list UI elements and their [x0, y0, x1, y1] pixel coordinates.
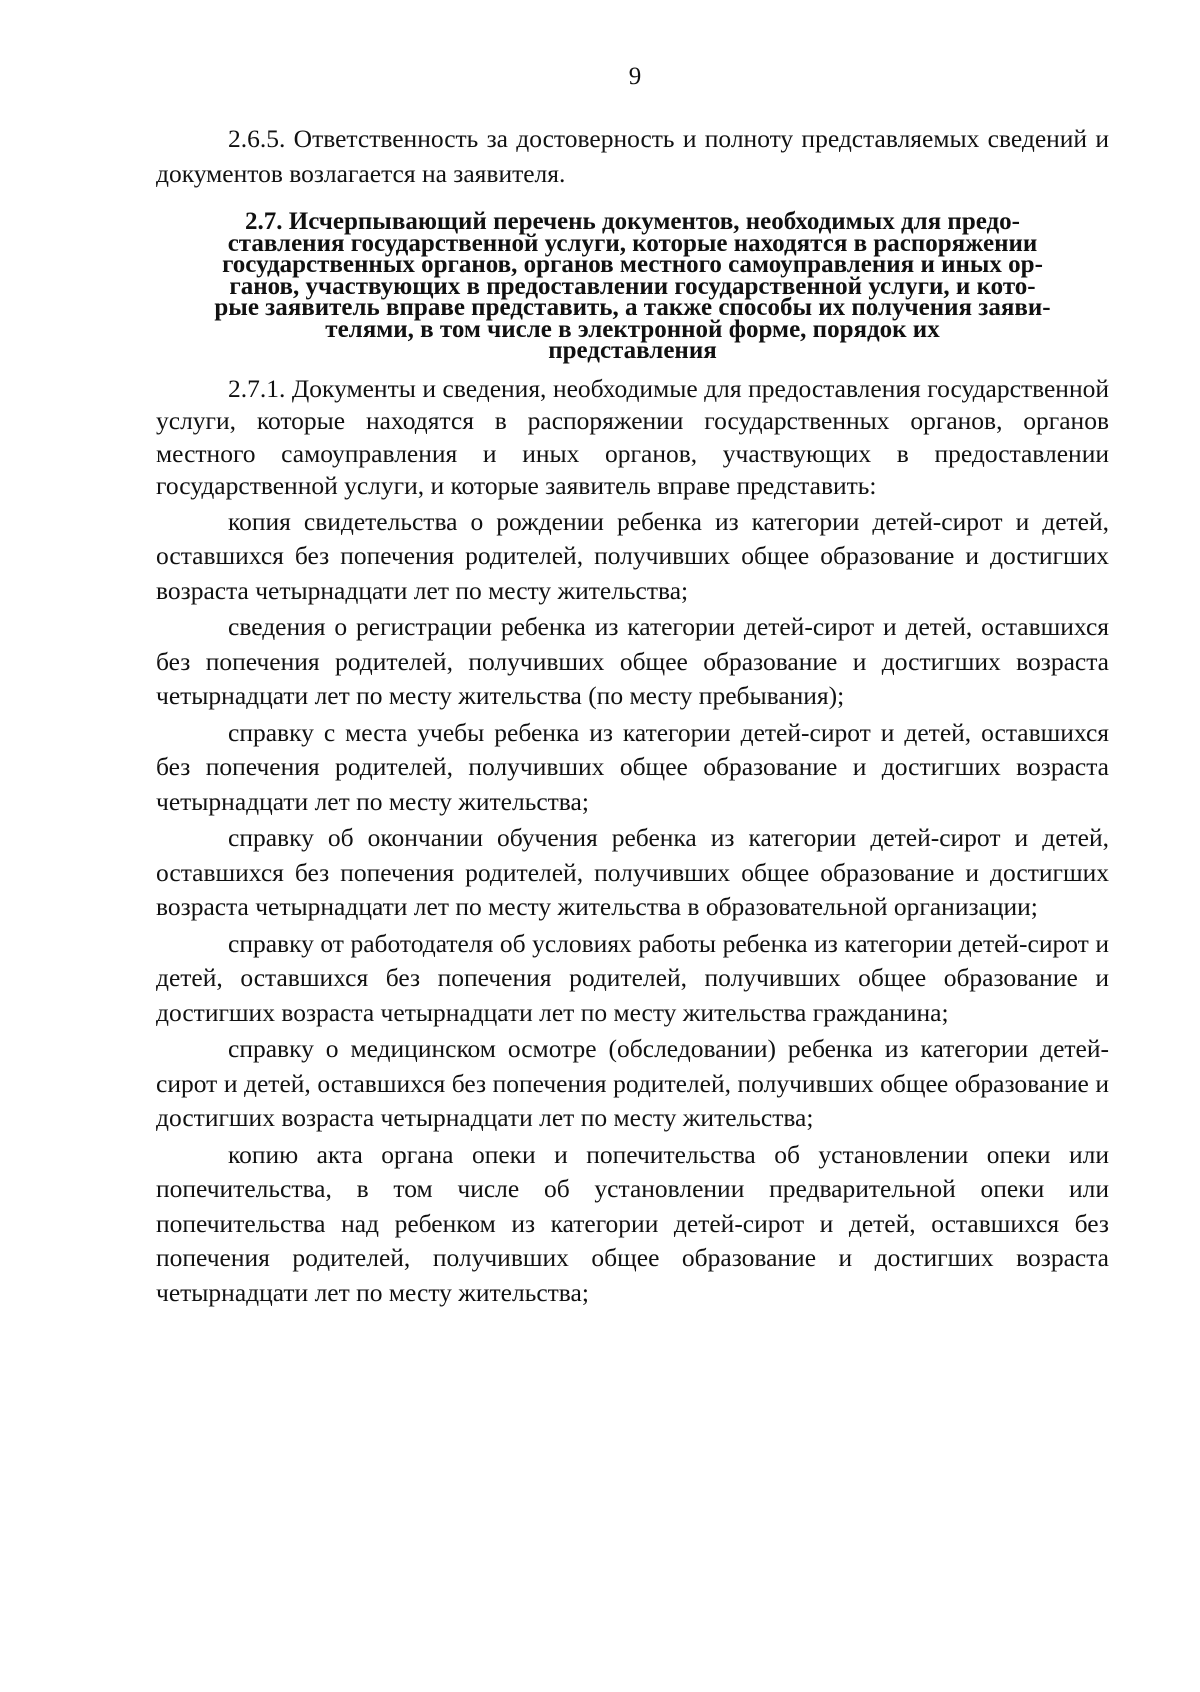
heading-line: ставления государственной услуги, которые находятся в распоряжении: [227, 229, 1038, 257]
heading-line: рые заявитель вправе представить, а также способы их получения заяви-: [214, 294, 1051, 321]
list-item: справку от работодателя об условиях работы ребенка из категории детей-сирот и детей, оставшихся без попечения родителей, получивших общее образование и достигших возраста четырнадцати лет по месту жительства гражданина;: [156, 928, 1109, 1027]
list-item: копия свидетельства о рождении ребенка из категории детей-сирот и детей, оставшихся без попечения родителей, получивших общее образование и достигших возраста четырнадцати лет по месту жительства;: [156, 506, 1109, 605]
list-item: справку с места учебы ребенка из категории детей-сирот и детей, оставшихся без попечения родителей, получивших общее образование и достигших возраста четырнадцати лет по месту жительства;: [156, 717, 1109, 816]
list-item: справку о медицинском осмотре (обследовании) ребенка из категории детей-сирот и детей, оставшихся без попечения родителей, получивших общее образование и достигших возраста четырнадцати лет по месту жительства;: [156, 1034, 1109, 1132]
heading-line: телями, в том числе в электронной форме, порядок их: [325, 315, 940, 343]
list-item: копию акта органа опеки и попечительства об установлении опеки или попечительства, в том числе об установлении предварительной опеки или попечительства над ребенком из категории детей-сирот и детей, оставшихся без попечения родителей, получивших общее образование и достигших возраста четырнадцати лет по месту жительства;: [156, 1139, 1109, 1307]
list-item: справку об окончании обучения ребенка из категории детей-сирот и детей, оставшихся без попечения родителей, получивших общее образование и достигших возраста четырнадцати лет по месту жительства в образовательной организации;: [156, 823, 1109, 921]
heading-line: 2.7. Исчерпывающий перечень документов, необходимых для предо-: [245, 208, 1020, 235]
heading-line: государственных органов, органов местного самоуправления и иных ор-: [222, 251, 1043, 278]
list-item: сведения о регистрации ребенка из категории детей-сирот и детей, оставшихся без попечения родителей, получивших общее образование и достигших возраста четырнадцати лет по месту жительства (по месту пребывания);: [156, 612, 1109, 710]
paragraph-2-6-5: 2.6.5. Ответственность за достоверность и полноту представляемых сведений и документов возлагается на заявителя.: [156, 124, 1109, 188]
heading-line: представления: [548, 337, 717, 364]
document-list: [156, 505, 1109, 1311]
document-body: [156, 122, 1109, 1310]
page-number: 9: [628, 63, 642, 90]
section-heading-2-7: [156, 208, 1109, 364]
heading-line: ганов, участвующих в предоставлении государственной услуги, и кото-: [229, 272, 1036, 300]
paragraph-2-7-1: 2.7.1. Документы и сведения, необходимые для предоставления государственной услуги, которые находятся в распоряжении государственных органов, органов местного самоуправления и иных органов, участвующих в предоставлении государственной услуги, и которые заявитель вправе представить:: [156, 373, 1109, 500]
